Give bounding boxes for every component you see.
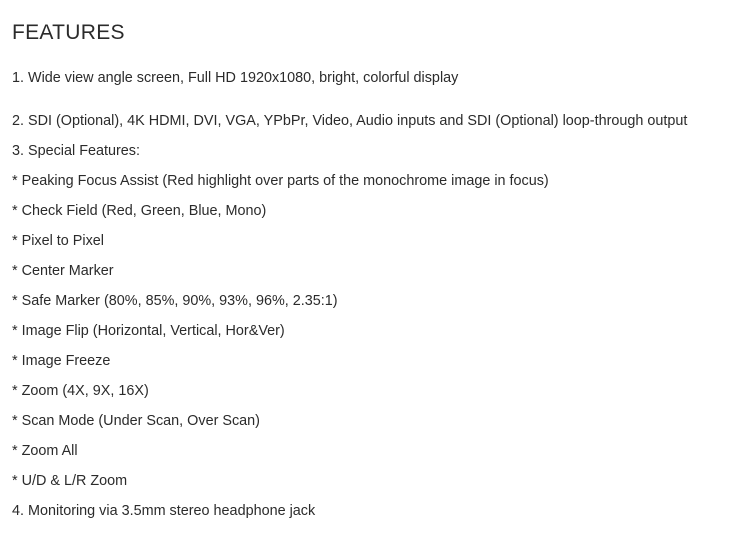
feature-subitem: * Pixel to Pixel (12, 233, 104, 249)
feature-subitem: * Image Flip (Horizontal, Vertical, Hor&Ver) (12, 323, 285, 339)
feature-subitem: * U/D & L/R Zoom (12, 473, 128, 489)
feature-subitem: * Safe Marker (80%, 85%, 90%, 93%, 96%, 2.35:1) (12, 293, 338, 309)
feature-item-4: 4. Monitoring via 3.5mm stereo headphone jack (12, 503, 316, 519)
page-title: FEATURES (12, 21, 125, 44)
feature-subitem: * Zoom (4X, 9X, 16X) (12, 383, 149, 399)
feature-subitem: * Check Field (Red, Green, Blue, Mono) (12, 203, 267, 219)
feature-item-1: 1. Wide view angle screen, Full HD 1920x1080, bright, colorful display (12, 70, 459, 86)
feature-subitem: * Image Freeze (12, 353, 111, 369)
feature-subitem: * Center Marker (12, 263, 114, 279)
feature-item-3: 3. Special Features: (12, 143, 140, 159)
feature-subitem: * Peaking Focus Assist (Red highlight over parts of the monochrome image in focus) (12, 173, 549, 189)
feature-subitem: * Scan Mode (Under Scan, Over Scan) (12, 413, 260, 429)
feature-item-2: 2. SDI (Optional), 4K HDMI, DVI, VGA, YPbPr, Video, Audio inputs and SDI (Optional) loop-through output (12, 113, 688, 129)
feature-subitem: * Zoom All (12, 443, 78, 459)
